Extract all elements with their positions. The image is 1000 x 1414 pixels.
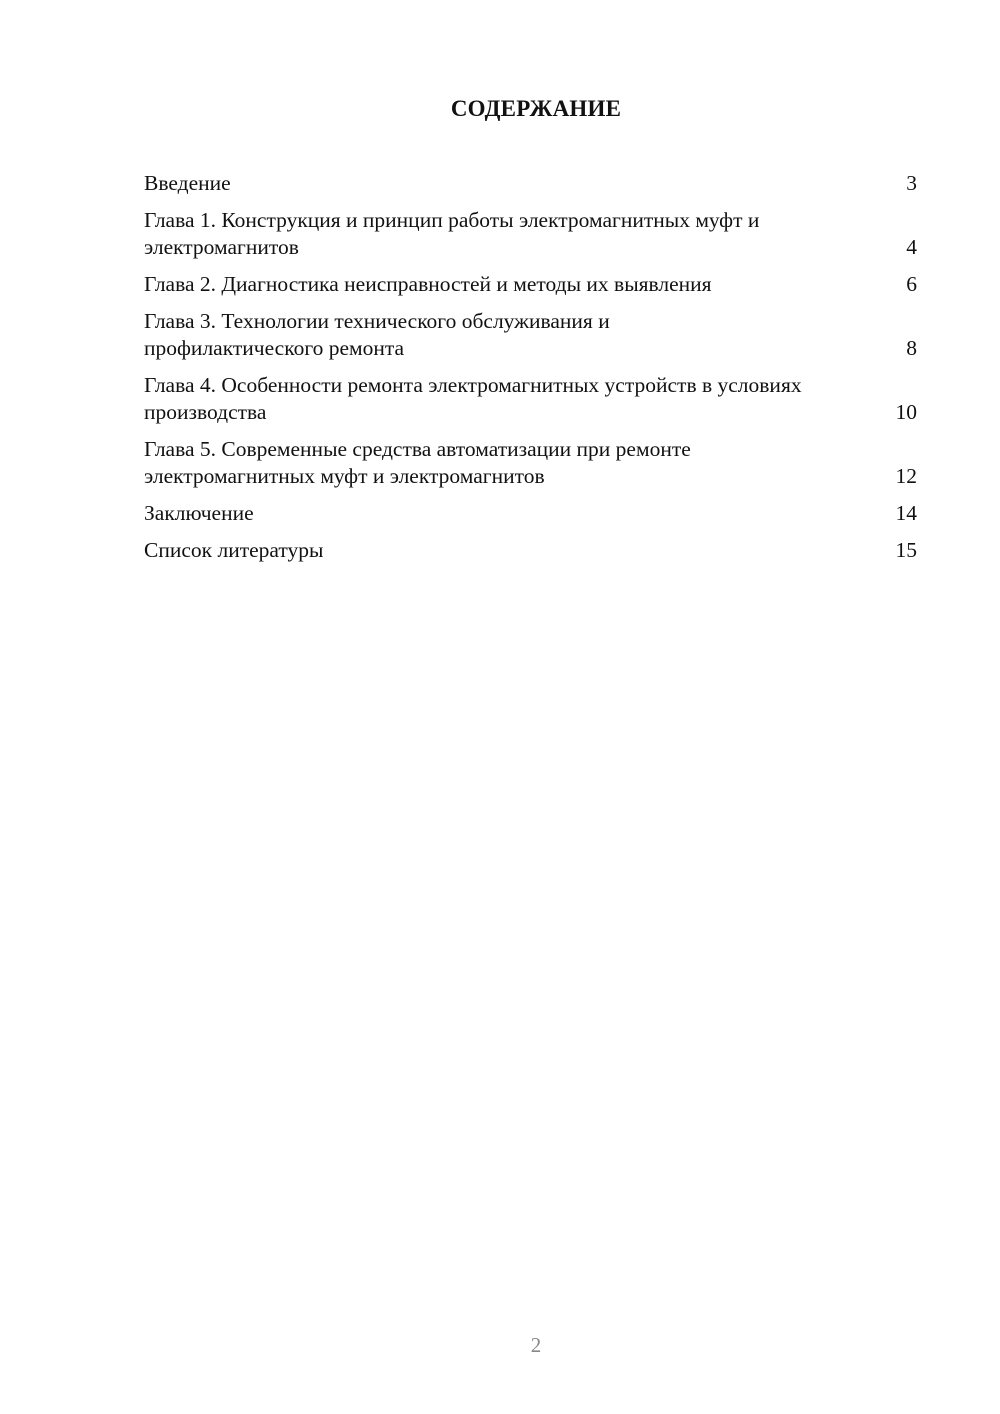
toc-entry-page: 8 [906,336,917,360]
toc-entry-chapter-3 [144,308,920,362]
page-number: 2 [530,1333,542,1357]
toc-entry-text: Глава 1. Конструкция и принцип работы электромагнитных муфт и электромагнитов [144,208,760,259]
toc-entry-chapter-4 [144,372,920,426]
toc-entry-conclusion [144,500,920,527]
toc-entry-text: Заключение [144,501,254,525]
toc-entry-text: Глава 2. Диагностика неисправностей и методы их выявления [144,272,712,296]
toc-entry-page: 6 [906,272,917,296]
toc-entry-page: 12 [895,464,917,488]
toc-entry-text: Глава 5. Современные средства автоматизации при ремонте электромагнитных муфт и электромагнитов [144,437,691,488]
toc-entry-page: 14 [895,501,917,525]
toc-entry-introduction [144,170,920,197]
table-of-contents [144,170,920,574]
toc-entry-chapter-2 [144,271,920,298]
toc-entry-text: Введение [144,171,231,195]
toc-entry-text: Глава 4. Особенности ремонта электромагнитных устройств в условиях производства [144,373,802,424]
toc-entry-page: 3 [906,171,917,195]
toc-entry-page: 15 [895,538,917,562]
toc-entry-page: 10 [895,400,917,424]
page-title: СОДЕРЖАНИЕ [450,96,622,121]
toc-entry-chapter-1 [144,207,920,261]
toc-entry-page: 4 [906,235,917,259]
toc-entry-chapter-5 [144,436,920,490]
toc-entry-text: Глава 3. Технологии технического обслуживания и профилактического ремонта [144,309,610,360]
toc-entry-references [144,537,920,564]
toc-entry-text: Список литературы [144,538,324,562]
